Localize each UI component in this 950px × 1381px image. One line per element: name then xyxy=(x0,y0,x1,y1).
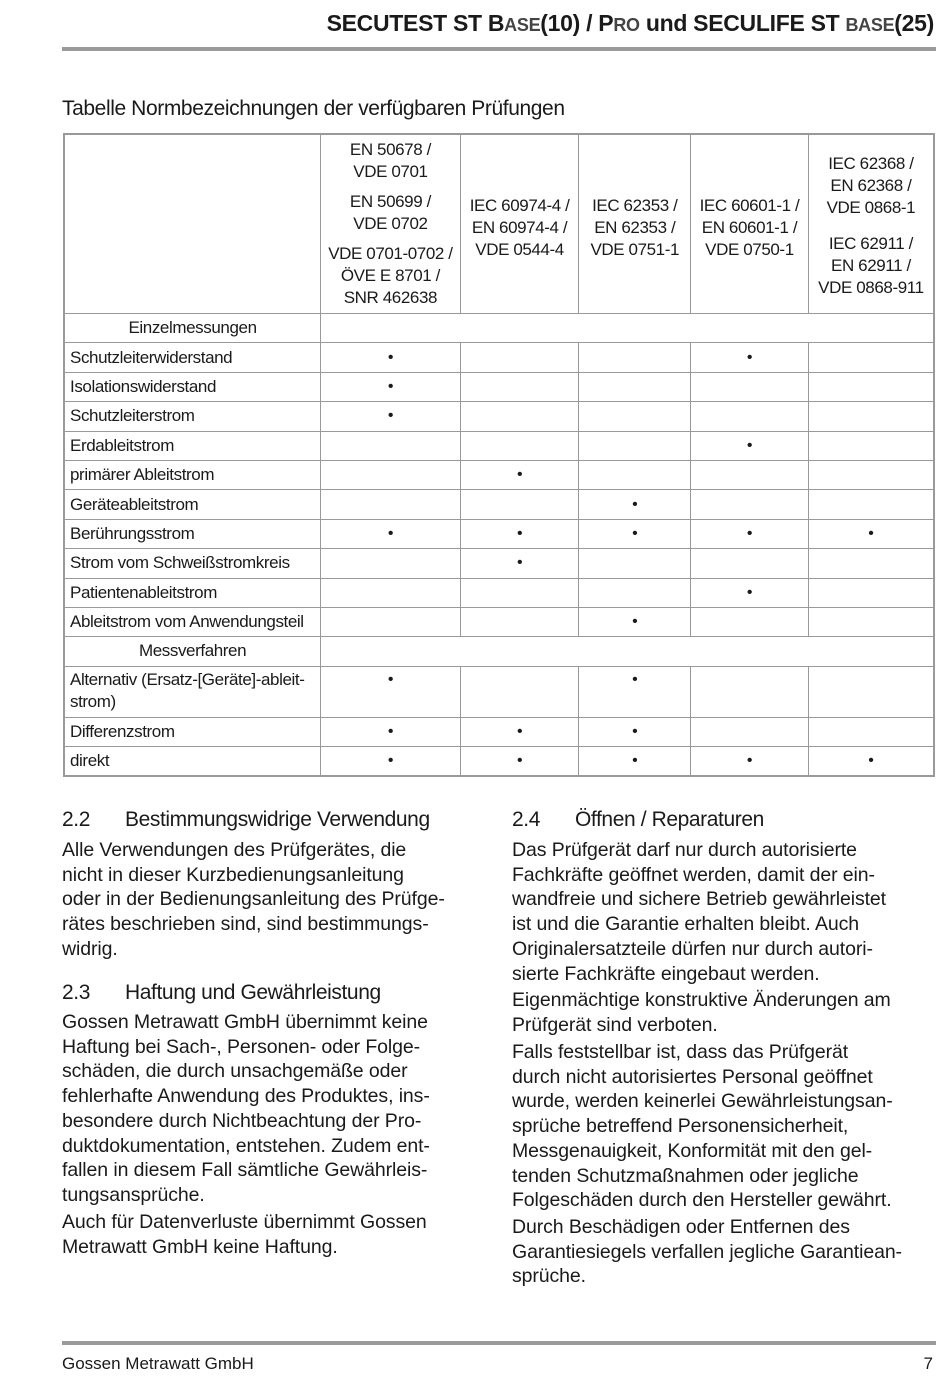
mark-cell xyxy=(460,607,579,636)
mark-cell xyxy=(579,431,691,460)
mark-cell xyxy=(321,490,461,519)
method-rows xyxy=(64,717,934,776)
row-label: Alternativ (Ersatz-[Geräte]-ableit- strom) xyxy=(64,666,321,717)
mark-cell xyxy=(460,490,579,519)
row-label: Schutzleiterstrom xyxy=(64,402,321,431)
mark-cell xyxy=(460,343,579,372)
mark-cell xyxy=(691,666,809,717)
mark-cell xyxy=(691,460,809,489)
mark-cell xyxy=(579,372,691,401)
mark-cell xyxy=(691,372,809,401)
footer-rule xyxy=(62,1341,936,1345)
mark-cell xyxy=(460,431,579,460)
col-header-2: IEC 60974-4 / EN 60974-4 / VDE 0544-4 xyxy=(460,134,579,314)
page-header: SECUTEST ST BASE(10) / PRO und SECULIFE ST BASE(25) xyxy=(326,10,934,36)
section-label: Messverfahren xyxy=(64,637,321,666)
mark-cell xyxy=(579,549,691,578)
mark-cell: • xyxy=(460,519,579,548)
mark-cell xyxy=(808,402,934,431)
mark-cell: • xyxy=(321,666,461,717)
paragraph-2-3: Gossen Metrawatt GmbH übernimmt keine Haftung bei Sach-, Personen- oder Folge- schäden, die durch unsachgemäße oder fehlerhafte Anwendung des Produktes, ins- besondere durch Nichtbeachtung der Pro- duktdokumentation, entstehen. Zudem ent- fallen in diesem Fall sämtliche Gewährleis- tungsansprüche. xyxy=(62,1011,430,1206)
row-label: Berührungsstrom xyxy=(64,519,321,548)
mark-cell: • xyxy=(808,519,934,548)
mark-cell xyxy=(321,607,461,636)
table-row xyxy=(64,490,934,519)
mark-cell xyxy=(321,460,461,489)
mark-cell: • xyxy=(579,519,691,548)
mark-cell xyxy=(808,578,934,607)
table-row xyxy=(64,666,934,717)
mark-cell: • xyxy=(321,717,461,746)
mark-cell xyxy=(460,402,579,431)
mark-cell xyxy=(321,549,461,578)
table-row xyxy=(64,549,934,578)
mark-cell xyxy=(691,549,809,578)
table-row xyxy=(64,372,934,401)
table-row xyxy=(64,578,934,607)
table-row xyxy=(64,431,934,460)
row-label: Ableitstrom vom Anwendungsteil xyxy=(64,607,321,636)
paragraph-2-4-c: Falls feststellbar ist, dass das Prüfgerät durch nicht autorisiertes Personal geöffnet wurde, werden keinerlei Gewährleistungsan- sprüche betreffend Personensicherheit, Messgenauigkeit, Konformität mit den gel- tenden Schutzmaßnahmen oder jegliche Folgeschäden durch den Hersteller gewährt. xyxy=(512,1041,893,1212)
mark-cell: • xyxy=(579,490,691,519)
header-rule xyxy=(62,47,936,51)
table-row xyxy=(64,402,934,431)
mark-cell xyxy=(691,717,809,746)
mark-cell xyxy=(579,460,691,489)
section-heading-2-4: 2.4 Öffnen / Reparaturen xyxy=(512,808,764,831)
table-header-row xyxy=(64,134,934,314)
mark-cell: • xyxy=(460,717,579,746)
mark-cell xyxy=(460,666,579,717)
mark-cell xyxy=(579,578,691,607)
mark-cell xyxy=(460,578,579,607)
mark-cell xyxy=(808,607,934,636)
mark-cell: • xyxy=(321,519,461,548)
col-header-4: IEC 60601-1 / EN 60601-1 / VDE 0750-1 xyxy=(691,134,809,314)
table-row xyxy=(64,717,934,746)
mark-cell: • xyxy=(579,747,691,777)
mark-cell: • xyxy=(321,372,461,401)
section-row xyxy=(64,314,934,343)
row-label: direkt xyxy=(64,747,321,777)
standards-table xyxy=(63,133,935,777)
col-header-1: EN 50678 / VDE 0701 EN 50699 / VDE 0702 VDE 0701-0702 / ÖVE E 8701 / SNR 462638 xyxy=(321,134,461,314)
mark-cell xyxy=(808,549,934,578)
mark-cell xyxy=(579,402,691,431)
row-label: primärer Ableitstrom xyxy=(64,460,321,489)
footer-company: Gossen Metrawatt GmbH xyxy=(62,1354,254,1373)
table-row xyxy=(64,460,934,489)
row-label: Erdableitstrom xyxy=(64,431,321,460)
section-heading-2-2: 2.2 Bestimmungswidrige Verwendung xyxy=(62,808,430,831)
paragraph-2-4-a: Das Prüfgerät darf nur durch autorisierte Fachkräfte geöffnet werden, damit der ein- wandfreie und sichere Betrieb gewährleistet ist und die Garantie erhalten bleibt. Auch Originalersatzteile dürfen nur durch autori- sierte Fachkräfte eingebaut werden. xyxy=(512,839,886,985)
mark-cell: • xyxy=(460,747,579,777)
section-label: Einzelmessungen xyxy=(64,314,321,343)
mark-cell: • xyxy=(808,747,934,777)
mark-cell: • xyxy=(321,747,461,777)
table-row xyxy=(64,519,934,548)
table-row xyxy=(64,343,934,372)
paragraph-2-3-b: Auch für Datenverluste übernimmt Gossen Metrawatt GmbH keine Haftung. xyxy=(62,1211,427,1258)
row-label: Strom vom Schweißstromkreis xyxy=(64,549,321,578)
mark-cell xyxy=(808,717,934,746)
col-header-3: IEC 62353 / EN 62353 / VDE 0751-1 xyxy=(579,134,691,314)
mark-cell: • xyxy=(691,747,809,777)
row-label: Isolationswiderstand xyxy=(64,372,321,401)
row-label: Patientenableitstrom xyxy=(64,578,321,607)
mark-cell xyxy=(808,372,934,401)
table-title: Tabelle Normbezeichnungen der verfügbaren Prüfungen xyxy=(62,97,565,120)
mark-cell: • xyxy=(460,549,579,578)
mark-cell: • xyxy=(460,460,579,489)
row-label: Geräteableitstrom xyxy=(64,490,321,519)
mark-cell xyxy=(691,607,809,636)
mark-cell: • xyxy=(321,343,461,372)
mark-cell: • xyxy=(579,666,691,717)
table-row xyxy=(64,747,934,777)
col-header-5: IEC 62368 / EN 62368 / VDE 0868-1 IEC 62911 / EN 62911 / VDE 0868-911 xyxy=(808,134,934,314)
section-heading-2-3: 2.3 Haftung und Gewährleistung xyxy=(62,981,381,1004)
mark-cell xyxy=(321,578,461,607)
section-row xyxy=(64,637,934,666)
mark-cell: • xyxy=(691,431,809,460)
mark-cell: • xyxy=(691,578,809,607)
mark-cell: • xyxy=(321,402,461,431)
mark-cell xyxy=(579,343,691,372)
paragraph-2-4-b: Eigenmächtige konstruktive Änderungen am Prüfgerät sind verboten. xyxy=(512,989,891,1036)
page-number: 7 xyxy=(923,1354,933,1373)
mark-cell xyxy=(808,343,934,372)
row-label: Schutzleiterwiderstand xyxy=(64,343,321,372)
mark-cell: • xyxy=(691,519,809,548)
mark-cell: • xyxy=(579,607,691,636)
row-label: Differenzstrom xyxy=(64,717,321,746)
mark-cell xyxy=(808,490,934,519)
mark-cell xyxy=(808,460,934,489)
mark-cell xyxy=(460,372,579,401)
mark-cell: • xyxy=(691,343,809,372)
mark-cell xyxy=(691,490,809,519)
paragraph-2-2: Alle Verwendungen des Prüfgerätes, die nicht in dieser Kurzbedienungsanleitung oder in der Bedienungsanleitung des Prüfge- rätes beschrieben sind, sind bestimmungs- widrig. xyxy=(62,839,445,960)
mark-cell xyxy=(808,666,934,717)
paragraph-2-4-d: Durch Beschädigen oder Entfernen des Garantiesiegels verfallen jegliche Garantiean- sprüche. xyxy=(512,1216,902,1288)
table-row xyxy=(64,607,934,636)
mark-cell xyxy=(691,402,809,431)
measurement-rows xyxy=(64,343,934,637)
mark-cell: • xyxy=(579,717,691,746)
mark-cell xyxy=(808,431,934,460)
mark-cell xyxy=(321,431,461,460)
